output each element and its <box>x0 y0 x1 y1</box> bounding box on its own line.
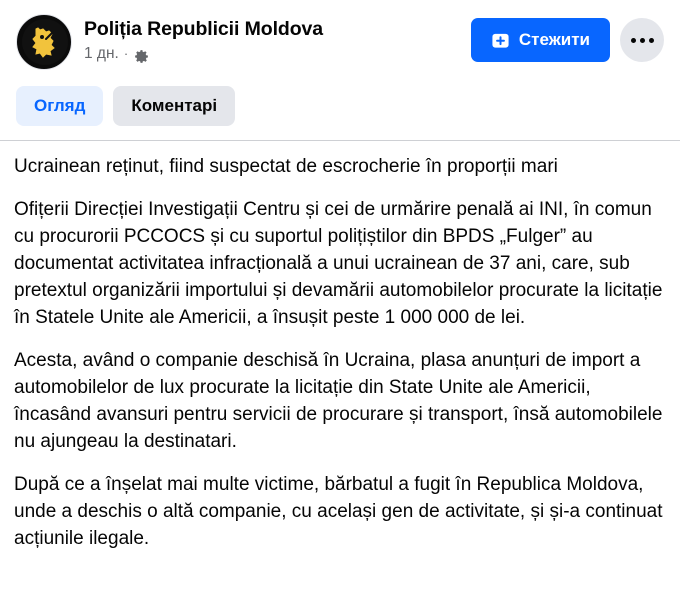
tab-bar <box>0 70 680 140</box>
post-headline: Ucrainean reținut, fiind suspectat de escrocherie în proporții mari <box>14 156 558 177</box>
plus-square-icon <box>491 31 510 50</box>
post-paragraph: După ce a înșelat mai multe victime, bărbatul a fugit în Republica Moldova, unde a deschis o altă companie, cu același gen de activitate, și și-a continuat acțiunile ilegale. <box>14 474 663 549</box>
post-content <box>0 141 680 552</box>
tab-overview[interactable]: Огляд <box>16 86 103 126</box>
post-paragraph: Acesta, având o companie deschisă în Ucraina, plasa anunțuri de import a automobilelor de lux procurate la licitație din State Unite ale Americii, încasând avansuri pentru servicii de procurare și transport, însă automobilele nu ajungeau la destinatari. <box>14 350 663 452</box>
subline-separator: · <box>123 46 129 61</box>
more-options-button[interactable] <box>620 18 664 62</box>
page-meta <box>84 14 459 64</box>
ellipsis-icon-dot <box>649 38 654 43</box>
gear-icon[interactable] <box>133 48 150 65</box>
ellipsis-icon-dot <box>640 38 645 43</box>
post-subline <box>84 44 459 64</box>
post-header <box>0 0 680 70</box>
follow-button[interactable] <box>471 18 610 62</box>
header-actions <box>471 14 664 62</box>
post-paragraph: Ofițerii Direcției Investigații Centru și cei de urmărire penală ai INI, în comun cu procurorii PCCOCS și cu suportul polițiștilor din BPDS „Fulger” au documentat activitatea infracțională a unui ucrainean de 37 ani, care, sub pretextul organizării importului și devamării automobilelor procurate la licitație în Statele Unite ale Americii, a însușit peste 1 000 000 de lei. <box>14 199 663 328</box>
tab-comments[interactable]: Коментарі <box>113 86 235 126</box>
page-title[interactable]: Poliția Republicii Moldova <box>84 18 324 40</box>
ellipsis-icon-dot <box>631 38 636 43</box>
follow-button-label: Стежити <box>518 30 590 49</box>
moldova-police-crest-avatar-icon <box>22 19 68 65</box>
post-timestamp[interactable]: 1 дн. <box>84 45 119 62</box>
avatar[interactable] <box>16 14 72 70</box>
